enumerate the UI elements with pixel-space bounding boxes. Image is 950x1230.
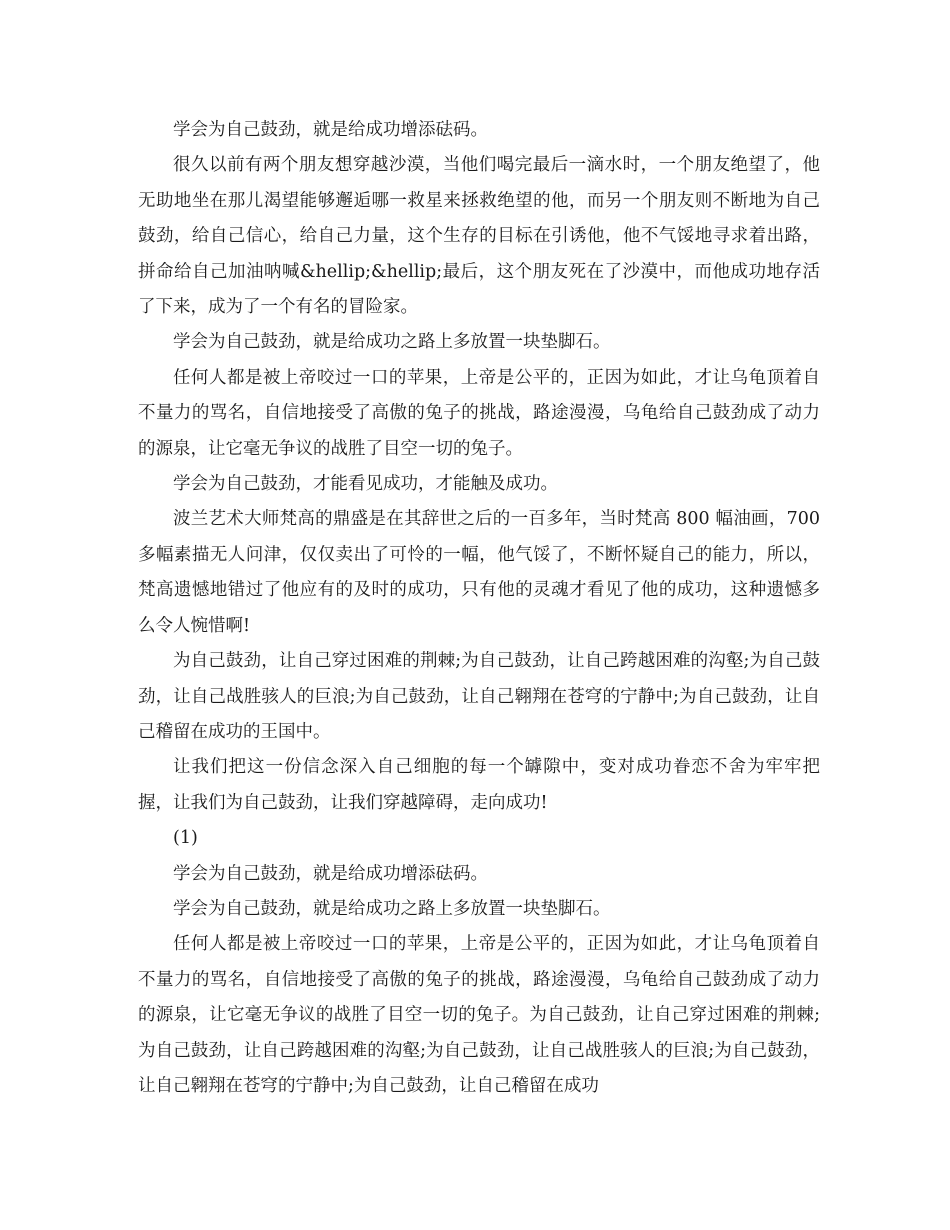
paragraph: 学会为自己鼓劲，就是给成功之路上多放置一块垫脚石。: [173, 898, 611, 919]
paragraph: 任何人都是被上帝咬过一口的苹果，上帝是公平的，正因为如此，才让乌龟顶着自不量力的骂名，自信地接受了高傲的兔子的挑战，路途漫漫，乌龟给自己鼓劲成了动力的源泉，让它毫无争议的战胜了目空一切的兔子。: [138, 367, 820, 459]
section-marker: (1): [173, 828, 198, 849]
paragraph: 学会为自己鼓劲，就是给成功增添砝码。: [173, 863, 488, 884]
paragraph: 学会为自己鼓劲，就是给成功增添砝码。: [173, 120, 488, 140]
paragraph: 很久以前有两个朋友想穿越沙漠，当他们喝完最后一滴水时，一个朋友绝望了，他无助地坐在那儿渴望能够邂逅哪一救星来拯救绝望的他，而另一个朋友则不断地为自己鼓劲，给自己信心，给自己力量，这个生存的目标在引诱他，他不气馁地寻求着出路，拼命给自己加油呐喊&hellip;&hellip;最后，这个朋友死在了沙漠中，而他成功地存活了下来，成为了一个有名的冒险家。: [138, 155, 820, 318]
paragraph: 波兰艺术大师梵高的鼎盛是在其辞世之后的一百多年，当时梵高 800 幅油画，700 多幅素描无人问津，仅仅卖出了可怜的一幅，他气馁了，不断怀疑自己的能力，所以，梵高遗憾地错过了他应有的及时的成功，只有他的灵魂才看见了他的成功，这种遗憾多么令人惋惜啊!: [138, 509, 820, 636]
paragraph: 让我们把这一份信念深入自己细胞的每一个罅隙中，变对成功眷恋不舍为牢牢把握，让我们为自己鼓劲，让我们穿越障碍，走向成功!: [138, 757, 820, 813]
document-body: [138, 113, 820, 1104]
paragraph: 为自己鼓劲，让自己穿过困难的荆棘;为自己鼓劲，让自己跨越困难的沟壑;为自己鼓劲，让自己战胜骇人的巨浪;为自己鼓劲，让自己翱翔在苍穹的宁静中;为自己鼓劲，让自己稽留在成功的王国中。: [138, 651, 820, 742]
paragraph: 学会为自己鼓劲，才能看见成功，才能触及成功。: [173, 474, 558, 495]
paragraph: 任何人都是被上帝咬过一口的苹果，上帝是公平的，正因为如此，才让乌龟顶着自不量力的骂名，自信地接受了高傲的兔子的挑战，路途漫漫，乌龟给自己鼓劲成了动力的源泉，让它毫无争议的战胜了目空一切的兔子。为自己鼓劲，让自己穿过困难的荆棘;为自己鼓劲，让自己跨越困难的沟壑;为自己鼓劲，让自己战胜骇人的巨浪;为自己鼓劲，让自己翱翔在苍穹的宁静中;为自己鼓劲，让自己稽留在成功: [138, 934, 820, 1096]
paragraph: 学会为自己鼓劲，就是给成功之路上多放置一块垫脚石。: [173, 332, 611, 353]
